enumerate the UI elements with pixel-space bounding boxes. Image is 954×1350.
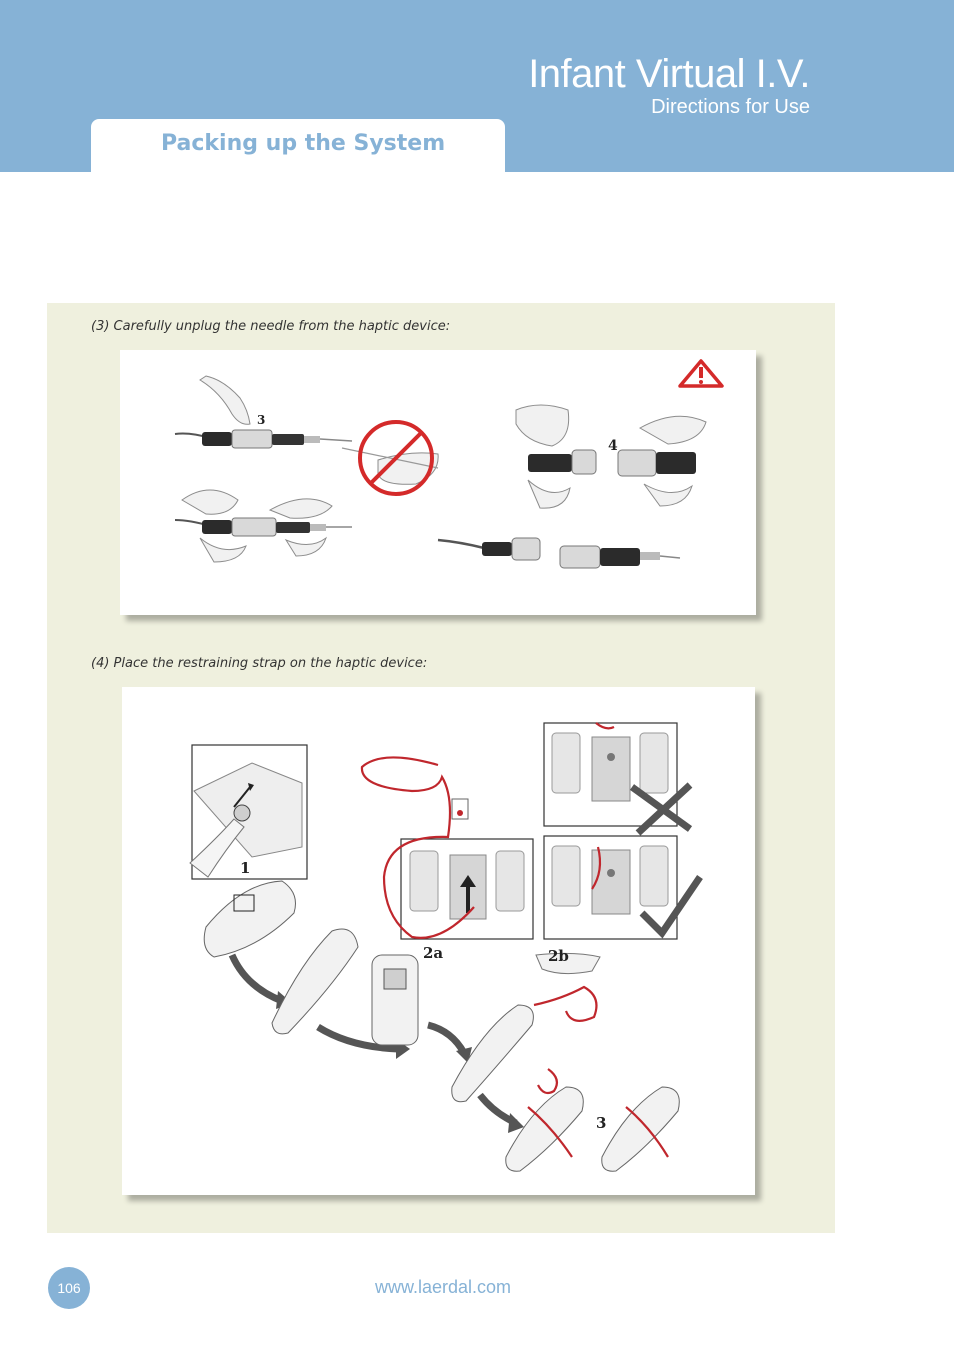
document-title: Infant Virtual I.V. bbox=[528, 52, 810, 96]
figure-label-3: 3 bbox=[257, 413, 266, 427]
inset-incorrect bbox=[544, 723, 677, 826]
unplug-needle-figure bbox=[120, 350, 756, 615]
prohibited-icon bbox=[342, 422, 438, 494]
page-number: 106 bbox=[57, 1280, 81, 1296]
restraining-strap-figure bbox=[122, 687, 755, 1195]
step-4-caption: (4) Place the restraining strap on the haptic device: bbox=[91, 656, 428, 671]
needle-handle-top bbox=[175, 376, 352, 448]
connector-separation bbox=[516, 405, 706, 508]
restraining-strap-illustration bbox=[122, 687, 755, 1195]
page-number-badge bbox=[48, 1267, 90, 1309]
needle-handle-bottom bbox=[175, 490, 352, 562]
figure-label-1: 1 bbox=[240, 859, 251, 877]
inset-strap-placement bbox=[401, 839, 533, 939]
document-subtitle: Directions for Use bbox=[651, 96, 810, 118]
figure-label-4: 4 bbox=[608, 438, 618, 454]
warning-icon bbox=[680, 361, 722, 386]
strap-tag-icon bbox=[452, 799, 468, 819]
page-header bbox=[0, 0, 954, 172]
figure-label-2a: 2a bbox=[423, 944, 444, 962]
step-3-caption: (3) Carefully unplug the needle from the haptic device: bbox=[91, 319, 451, 334]
separated-connectors bbox=[438, 538, 680, 568]
instructions-panel bbox=[47, 303, 835, 1233]
section-title: Packing up the System bbox=[161, 131, 446, 156]
footer-url[interactable]: www.laerdal.com bbox=[375, 1277, 512, 1297]
section-tab bbox=[91, 119, 505, 172]
unplug-needle-illustration bbox=[120, 350, 756, 615]
figure-label-2b: 2b bbox=[548, 947, 569, 965]
figure-label-3b: 3 bbox=[596, 1114, 607, 1132]
